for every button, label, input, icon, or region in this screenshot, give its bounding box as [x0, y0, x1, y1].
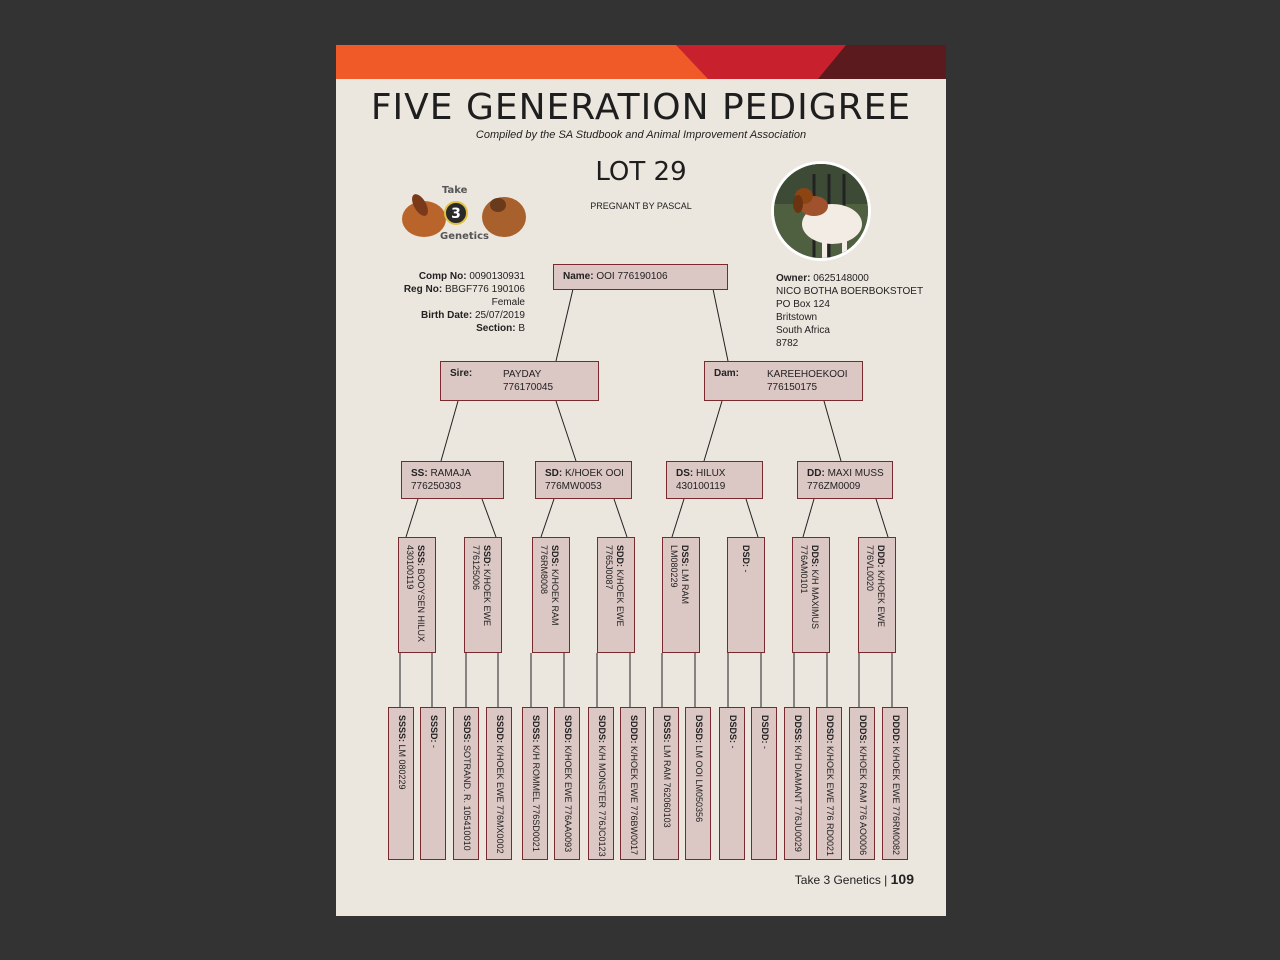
- gen4-text: -: [760, 746, 770, 750]
- page-number: 109: [890, 871, 914, 887]
- ddd-reg: 776VL0020: [865, 545, 875, 592]
- sdd-name: K/HOEK EWE: [615, 569, 625, 627]
- reg-no: BBGF776 190106: [444, 284, 525, 295]
- ssd-name: K/HOEK EWE: [482, 569, 492, 627]
- gen4-box: [882, 707, 908, 860]
- gen4-text: K/HOEK EWE 776AA0093: [563, 745, 573, 853]
- pregnancy-note: PREGNANT BY PASCAL: [590, 201, 692, 211]
- gen4-box: [522, 707, 548, 860]
- sire-reg: 776170045: [503, 382, 554, 393]
- gen4-label: SSSD:: [429, 715, 439, 743]
- great-grandparent-box: [597, 537, 635, 653]
- sds-label: SDS:: [550, 545, 560, 567]
- sire-name: PAYDAY: [503, 369, 542, 380]
- sd-reg: 776MW0053: [545, 481, 602, 492]
- gen4-text: LM RAM 762060103: [662, 745, 672, 828]
- sds-name: K/HOEK RAM: [550, 569, 560, 626]
- gen4-box: [751, 707, 777, 860]
- grandparent-box: [797, 461, 893, 499]
- gen4-label: DSDD:: [760, 715, 770, 744]
- gen4-label: DDSS:: [793, 715, 803, 744]
- dam-name: KAREEHOEKOOI: [767, 369, 848, 380]
- dd-reg: 776ZM0009: [807, 481, 861, 492]
- great-grandparent-box: [727, 537, 765, 653]
- ddd-label: DDD:: [876, 545, 886, 568]
- sss-reg: 430100119: [405, 545, 415, 590]
- gen4-text: K/HOEK RAM 776 AO0006: [858, 746, 868, 856]
- ds-reg: 430100119: [676, 481, 726, 492]
- gen4-text: K/H MONSTER 776JC0123: [597, 745, 607, 857]
- gen4-label: SDDS:: [597, 715, 607, 744]
- comp-no-label: Comp No:: [418, 271, 467, 282]
- pedigree-page: [336, 45, 946, 916]
- dsd-label: DSD:: [741, 545, 751, 567]
- footer-brand: Take 3 Genetics: [794, 873, 881, 887]
- gen4-label: SDDD:: [629, 715, 639, 744]
- birth-date: 25/07/2019: [474, 310, 525, 321]
- sd-name: K/HOEK OOI: [565, 468, 624, 479]
- animal-name-box: [553, 264, 728, 290]
- dss-name: LM RAM: [680, 569, 690, 605]
- comp-no: 0090130931: [469, 271, 525, 282]
- birth-date-label: Birth Date:: [421, 310, 473, 321]
- gen4-label: DSDS:: [728, 715, 738, 744]
- ss-label: SS:: [411, 468, 428, 479]
- grandparent-box: [401, 461, 504, 499]
- gen4-text: K/HOEK EWE 776BW0017: [629, 746, 639, 856]
- owner-line: 8782: [776, 338, 799, 349]
- ds-label: DS:: [676, 468, 694, 479]
- gen4-text: K/HOEK EWE 776RM0082: [891, 746, 901, 856]
- sdd-label: SDD:: [615, 545, 625, 567]
- dd-label: DD:: [807, 468, 825, 479]
- gen4-text: -: [429, 745, 439, 749]
- reg-no-label: Reg No:: [403, 284, 443, 295]
- owner-label: Owner:: [776, 273, 811, 284]
- sss-name: BOOYSEN HILUX: [416, 568, 426, 643]
- great-grandparent-box: [464, 537, 502, 653]
- gen4-text: LM OOI LM050356: [694, 745, 704, 823]
- logo-bottom-text: Genetics: [440, 231, 489, 242]
- section-label: Section:: [476, 323, 516, 334]
- gen4-label: DDDS:: [858, 715, 868, 744]
- animal-name: OOI 776190106: [596, 271, 668, 282]
- page-title: FIVE GENERATION PEDIGREE: [370, 87, 912, 128]
- sire-box: [440, 361, 599, 401]
- ds-name: HILUX: [696, 468, 726, 479]
- gen4-label: SSDS:: [462, 715, 472, 743]
- ssd-reg: 776125006: [471, 545, 481, 591]
- sdd-reg: 7765J0087: [604, 545, 614, 590]
- gen4-label: DDSD:: [825, 715, 835, 744]
- gen4-label: DSSS:: [662, 715, 672, 743]
- gen4-box: [784, 707, 810, 860]
- gen4-label: SSDD:: [495, 715, 505, 744]
- dam-label: Dam:: [714, 368, 740, 379]
- owner-line: PO Box 124: [776, 299, 830, 310]
- owner-phone: 0625148000: [813, 273, 869, 284]
- logo-top-text: Take: [442, 185, 468, 196]
- owner-line: NICO BOTHA BOERBOKSTOET: [776, 286, 924, 297]
- gen4-text: -: [728, 745, 738, 749]
- great-grandparent-box: [662, 537, 700, 653]
- gen4-box: [653, 707, 679, 860]
- gen4-box: [685, 707, 711, 860]
- grandparent-box: [535, 461, 632, 499]
- dd-name: MAXI MUSS: [827, 468, 884, 479]
- dam-box: [704, 361, 863, 401]
- gen4-box: [554, 707, 580, 860]
- ssd-label: SSD:: [482, 545, 492, 567]
- sire-label: Sire:: [450, 368, 473, 379]
- section: B: [518, 323, 525, 334]
- dam-reg: 776150175: [767, 382, 818, 393]
- gen4-box: [588, 707, 614, 860]
- gen4-label: DSSD:: [694, 715, 704, 744]
- gen4-box: [719, 707, 745, 860]
- footer-separator: |: [884, 873, 888, 887]
- great-grandparent-box: [858, 537, 896, 653]
- ddd-name: K/HOEK EWE: [876, 570, 886, 628]
- dds-label: DDS:: [810, 545, 820, 567]
- gen4-box: [816, 707, 842, 860]
- gen4-label: SSSS:: [397, 715, 407, 743]
- great-grandparent-box: [398, 537, 436, 653]
- sss-label: SSS:: [416, 545, 426, 567]
- gen4-box: [486, 707, 512, 860]
- owner-line: Britstown: [776, 312, 818, 323]
- gen4-box: [388, 707, 414, 860]
- gen4-box: [453, 707, 479, 860]
- ss-name: RAMAJA: [430, 468, 472, 479]
- gen4-box: [620, 707, 646, 860]
- sex: Female: [491, 297, 525, 308]
- gen4-text: K/H ROMMEL 776SD0021: [531, 745, 541, 852]
- gen4-label: SDSS:: [531, 715, 541, 743]
- page-footer: [795, 871, 914, 887]
- name-label: Name:: [563, 271, 594, 282]
- great-grandparent-box: [532, 537, 570, 653]
- gen4-box: [420, 707, 446, 860]
- gen4-label: SDSD:: [563, 715, 573, 744]
- gen4-text: K/HOEK EWE 776MX0002: [495, 745, 505, 854]
- gen4-text: K/HOEK EWE 776 RD0021: [825, 746, 835, 857]
- dss-reg: LM080229: [669, 545, 679, 588]
- lot-number: LOT 29: [595, 157, 687, 187]
- dds-reg: 776AM0101: [799, 545, 809, 594]
- dss-label: DSS:: [680, 545, 690, 567]
- page-subtitle: Compiled by the SA Studbook and Animal Improvement Association: [475, 129, 807, 141]
- gen4-text: K/H DIAMANT 776JU0029: [793, 745, 803, 852]
- sds-reg: 776RM8008: [539, 545, 549, 595]
- gen4-text: LM 080229: [397, 744, 407, 790]
- ss-reg: 776250303: [411, 481, 462, 492]
- owner-line: South Africa: [776, 325, 830, 336]
- dds-name: K/H MAXIMUS: [810, 569, 820, 630]
- sd-label: SD:: [545, 468, 563, 479]
- dsd-name: -: [741, 569, 751, 573]
- logo-number: 3: [451, 206, 461, 222]
- great-grandparent-box: [792, 537, 830, 653]
- gen4-text: SOTRAND. R. 105410010: [462, 745, 472, 851]
- gen4-box: [849, 707, 875, 860]
- grandparent-box: [666, 461, 763, 499]
- gen4-label: DDDD:: [891, 715, 901, 744]
